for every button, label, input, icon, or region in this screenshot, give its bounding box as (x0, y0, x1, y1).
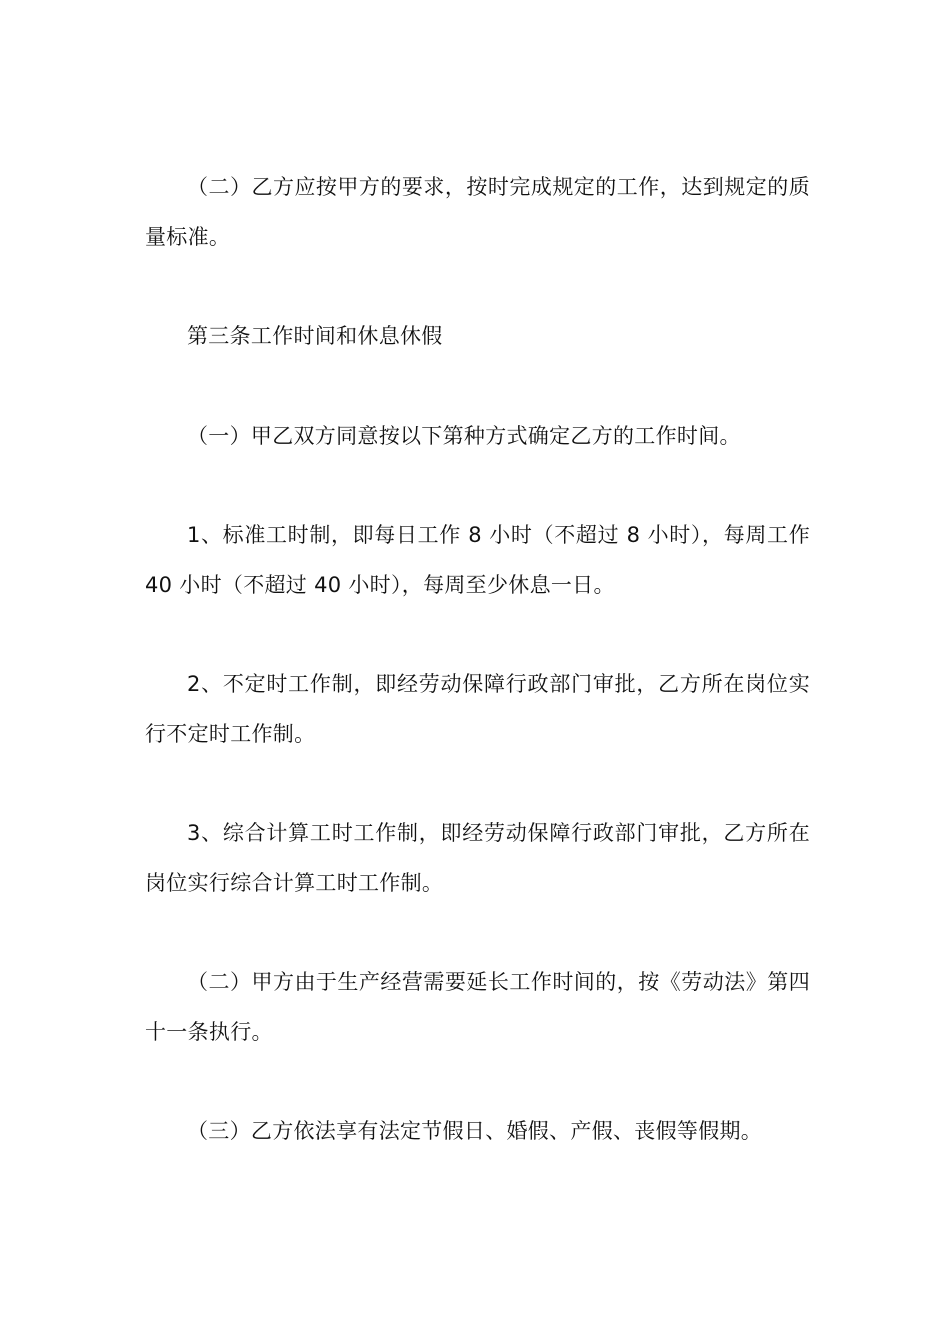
paragraph-overtime: （二）甲方由于生产经营需要延长工作时间的，按《劳动法》第四十一条执行。 (145, 970, 810, 1044)
paragraph-comprehensive-hours: 3、综合计算工时工作制，即经劳动保障行政部门审批，乙方所在岗位实行综合计算工时工作制。 (145, 821, 810, 895)
section-heading-work-hours: 第三条工作时间和休息休假 (187, 324, 443, 348)
paragraph-holidays: （三）乙方依法享有法定节假日、婚假、产假、丧假等假期。 (187, 1119, 763, 1143)
paragraph-standard-hours: 1、标准工时制，即每日工作 8 小时（不超过 8 小时），每周工作 40 小时（不超过 40 小时），每周至少休息一日。 (145, 523, 810, 597)
paragraph-work-time-method: （一）甲乙双方同意按以下第种方式确定乙方的工作时间。 (187, 424, 741, 448)
paragraph-quality-standard: （二）乙方应按甲方的要求，按时完成规定的工作，达到规定的质量标准。 (145, 175, 810, 249)
paragraph-flexible-hours: 2、不定时工作制，即经劳动保障行政部门审批，乙方所在岗位实行不定时工作制。 (145, 672, 810, 746)
